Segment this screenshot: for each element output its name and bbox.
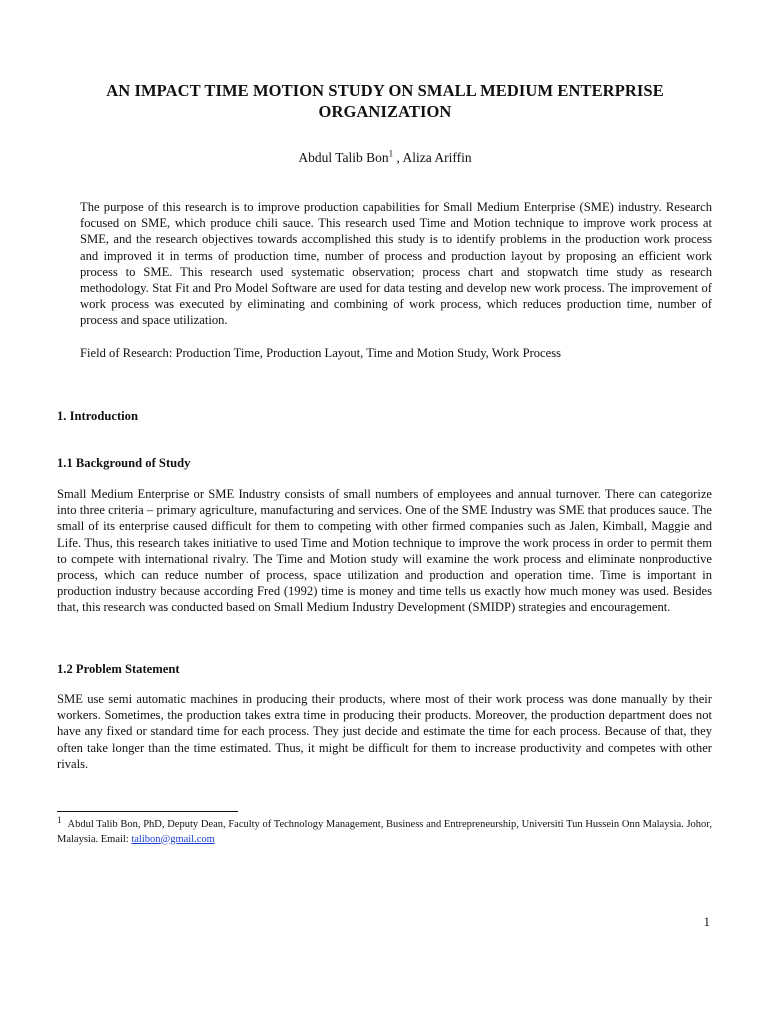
abstract: The purpose of this research is to improve production capabilities for Small Medium Enterprise (SME) industry. Research focused on SME, which produce chili sauce. This research used Time and Motion technique to improve work process at SME, and the research objectives towards accomplished this study is to identify problems in the production work process and improved it in terms of production time, number of process and production layout by proposing an efficient work process to SME. This research used systematic observation; process chart and stopwatch time study as research methodology. Stat Fit and Pro Model Software are used for data testing and develop new work process. The improvement of work process was executed by eliminating and combining of work process, which reduces production time, number of process and space utilization. [80, 200, 712, 328]
author-primary: Abdul Talib Bon [298, 150, 389, 165]
problem-statement-paragraph: SME use semi automatic machines in producing their products, where most of their work process was done manually by their workers. Sometimes, the production takes extra time in producing their products. Moreover, the production department does not have any fixed or standard time for each process. They just decide and estimate the time for each process. Because of that, they often take longer than the time estimated. Thus, it might be difficult for them to increase productivity and competes with other rivals. [57, 692, 712, 771]
section-heading-background: 1.1 Background of Study [57, 456, 191, 470]
footnote [57, 814, 712, 847]
paper-title: AN IMPACT TIME MOTION STUDY ON SMALL MEDIUM ENTERPRISE ORGANIZATION [106, 81, 664, 121]
section-heading-problem-statement: 1.2 Problem Statement [57, 662, 180, 676]
footnote-text: Abdul Talib Bon, PhD, Deputy Dean, Faculty of Technology Management, Business and Entrepreneurship, Universiti Tun Hussein Onn Malaysia. Johor, Malaysia. Email: [57, 819, 712, 845]
section-heading-introduction: 1. Introduction [57, 409, 138, 423]
keywords: Field of Research: Production Time, Production Layout, Time and Motion Study, Work Process [80, 346, 562, 360]
footnote-email-link[interactable]: talibon@gmail.com [131, 833, 215, 845]
footnote-mark: 1 [57, 814, 62, 825]
page-number: 1 [703, 914, 710, 929]
author-line [60, 149, 710, 167]
background-paragraph: Small Medium Enterprise or SME Industry consists of small numbers of employees and annual turnover. There can categorize into three criteria – primary agriculture, manufacturing and services. One of the SME Industry was SME that produces sauce. The small of its enterprise caused difficult for them to competing with other firmed companies such as Jalen, Kimball, Maggie and Life. Thus, this research takes initiative to used Time and Motion technique to improve the work process in order to permit them to compete with international rivalry. The Time and Motion study will examine the work process and eliminate nonproductive process, which can reduce number of process, space utilization and production and operation time. Time is important in production industry because according Fred (1992) time is money and time tells us exactly how much money was used. Besides that, this research was conducted based on Small Medium Industry Development (SMIDP) strategies and encouragement. [57, 487, 712, 615]
footnote-divider [57, 811, 238, 812]
author-secondary: , Aliza Ariffin [393, 150, 472, 165]
author-footnote-mark: 1 [388, 148, 394, 159]
